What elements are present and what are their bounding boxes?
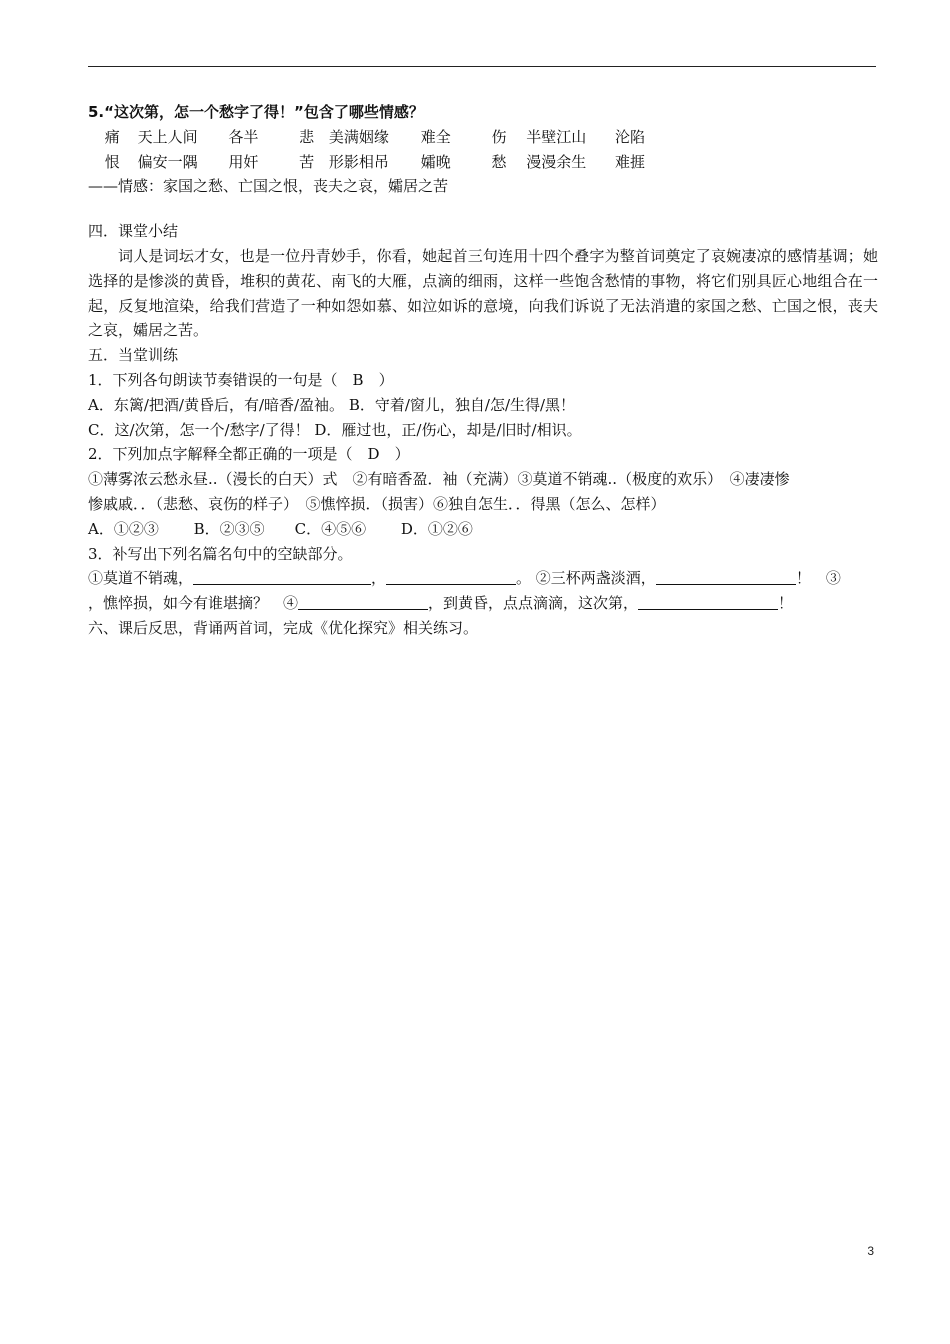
emotion-row-1 <box>88 125 878 150</box>
emotion-phrase: 难捱 <box>615 152 646 171</box>
document-body <box>88 100 878 641</box>
emotion-phrase: 沦陷 <box>615 127 646 146</box>
emotion-word: 愁 <box>491 152 507 171</box>
summary-heading: 四．课堂小结 <box>88 222 179 241</box>
fill-text: ①莫道不销魂， <box>88 569 194 588</box>
emotion-phrase: 形影相吊 <box>328 152 389 171</box>
practice-question-1: 1．下列各句朗读节奏错误的一句是（ B ） <box>88 370 394 389</box>
practice-question-2: 2．下列加点字解释全都正确的一项是（ D ） <box>88 445 410 464</box>
question-2-items-line-1: ①薄雾浓云愁永昼..（漫长的白天）式 ②有暗香盈．袖（充满）③莫道不销魂..（极度的欢乐） ④凄凄惨 <box>88 470 790 489</box>
emotion-phrase: 孀晚 <box>420 152 451 171</box>
answer-blank[interactable] <box>386 568 516 585</box>
fill-text: 。 ②三杯两盏淡酒， <box>516 569 656 588</box>
answer-blank[interactable] <box>298 593 428 610</box>
practice-question-3: 3．补写出下列名篇名句中的空缺部分。 <box>88 544 353 563</box>
emotion-phrase: 偏安一隅 <box>137 152 198 171</box>
emotion-word: 痛 <box>104 127 120 146</box>
fill-text: ，憔悴损，如今有谁堪摘？ ④ <box>88 594 299 613</box>
answer-blank[interactable] <box>656 568 796 585</box>
emotion-phrase: 美满姻缘 <box>328 127 389 146</box>
question-2-items-line-2: 惨戚戚．．（悲愁、哀伤的样子） ⑤憔悴损．（损害）⑥独自怎生．．得黑（怎么、怎样） <box>88 494 666 513</box>
fill-text: ！ ③ <box>795 569 841 588</box>
emotion-phrase: 难全 <box>420 127 451 146</box>
emotion-answer: ——情感：家国之愁、亡国之恨，丧夫之哀，孀居之苦 <box>88 177 449 196</box>
emotion-phrase: 天上人间 <box>137 127 198 146</box>
question-5-title: 5.“这次第，怎一个愁字了得！”包含了哪些情感？ <box>88 103 424 121</box>
fill-text: ！ <box>778 594 794 613</box>
emotion-word: 悲 <box>299 127 315 146</box>
practice-heading: 五．当堂训练 <box>88 346 179 365</box>
emotion-word: 伤 <box>491 127 507 146</box>
fill-in-line-1 <box>88 566 878 591</box>
summary-paragraph: 词人是词坛才女，也是一位丹青妙手，你看，她起首三句连用十四个叠字为整首词奠定了哀婉凄凉的感情基调；她选择的是惨淡的黄昏，堆积的黄花、南飞的大雁，点滴的细雨，这样一些饱含愁情的事物，将它们别具匠心地组合在一起，反复地渲染，给我们营造了一种如怨如慕、如泣如诉的意境，向我们诉说了无法消遣的家国之愁、亡国之恨，丧夫之哀，孀居之苦。 <box>88 246 878 340</box>
emotion-phrase: 半壁江山 <box>526 127 587 146</box>
reflection-line: 六、课后反思，背诵两首词，完成《优化探究》相关练习。 <box>88 618 479 637</box>
question-1-options-cd: C．这/次第，怎一个/愁字/了得！ D．雁过也，正/伤心，却是/旧时/相识。 <box>88 420 582 439</box>
question-1-options-ab: A．东篱/把酒/黄昏后，有/暗香/盈袖。 B．守着/窗儿，独自/怎/生得/黑！ <box>88 395 576 414</box>
emotion-phrase: 各半 <box>228 127 259 146</box>
fill-in-line-2 <box>88 591 878 616</box>
emotion-word: 苦 <box>299 152 315 171</box>
question-2-options: A．①②③ B．②③⑤ C．④⑤⑥ D．①②⑥ <box>88 519 473 538</box>
fill-text: ， <box>371 569 387 588</box>
fill-text: ，到黄昏，点点滴滴，这次第， <box>428 594 639 613</box>
answer-blank[interactable] <box>193 568 371 585</box>
page-number: 3 <box>867 1244 874 1258</box>
answer-blank[interactable] <box>638 593 778 610</box>
emotion-row-2 <box>88 150 878 175</box>
emotion-word: 恨 <box>104 152 120 171</box>
emotion-phrase: 用奸 <box>228 152 259 171</box>
emotion-phrase: 漫漫余生 <box>526 152 587 171</box>
header-rule <box>88 66 876 67</box>
